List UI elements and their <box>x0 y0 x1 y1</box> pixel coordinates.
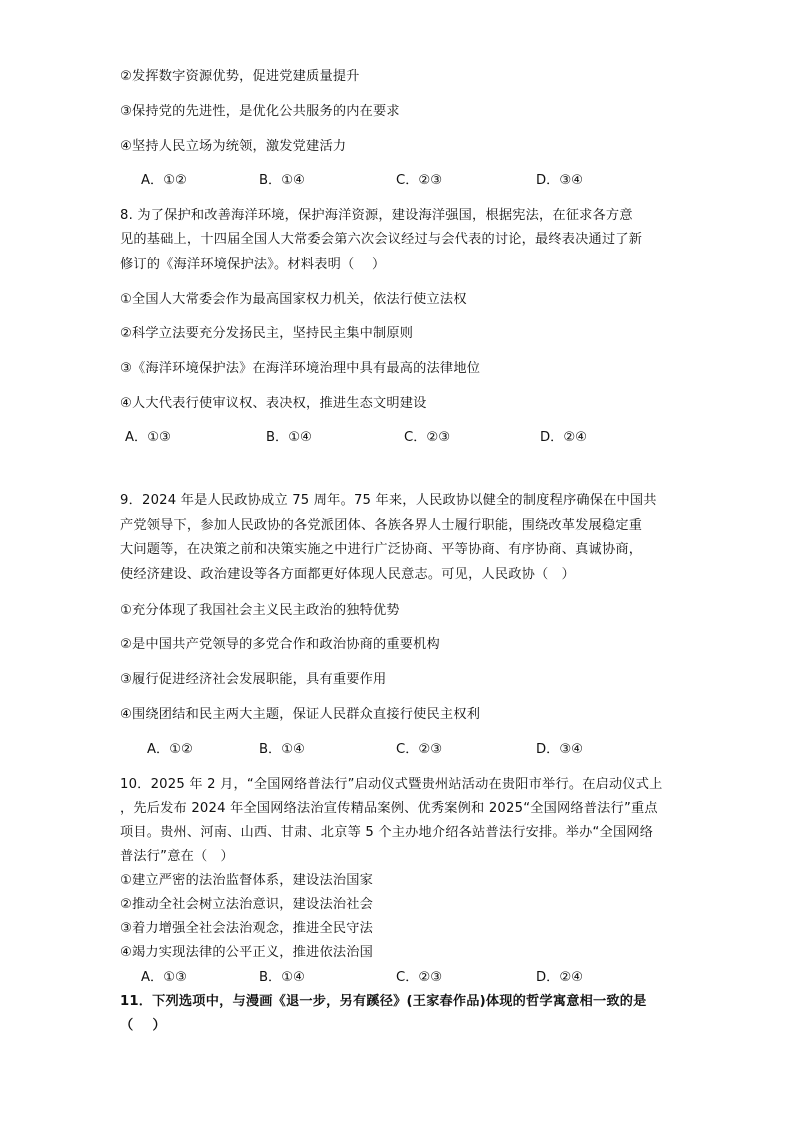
q10-option-a[interactable]: A．①③ <box>141 970 187 985</box>
q8-option-b[interactable]: B．①④ <box>266 430 312 445</box>
q11-stem-line-2: （ ） <box>120 1018 166 1033</box>
q8-statement-2: ②科学立法要充分发扬民主，坚持民主集中制原则 <box>120 326 414 341</box>
q8-stem-line-1: 8. 为了保护和改善海洋环境，保护海洋资源，建设海洋强国，根据宪法，在征求各方意 <box>120 208 633 223</box>
q10-statement-2: ②推动全社会树立法治意识，建设法治社会 <box>120 897 373 912</box>
q10-statement-1: ①建立严密的法治监督体系，建设法治国家 <box>120 873 373 888</box>
q7-option-b[interactable]: B．①④ <box>259 173 305 188</box>
q7-option-c[interactable]: C．②③ <box>396 173 443 188</box>
q10-option-d[interactable]: D．②④ <box>536 970 583 985</box>
q7-statement-3: ③保持党的先进性，是优化公共服务的内在要求 <box>120 104 400 119</box>
q9-stem-line-2: 产党领导下，参加人民政协的各党派团体、各族各界人士履行职能，围绕改革发展稳定重 <box>120 518 643 533</box>
q7-options <box>0 172 793 190</box>
q8-statement-3: ③《海洋环境保护法》在海洋环境治理中具有最高的法律地位 <box>120 361 481 376</box>
q8-statement-4: ④人大代表行使审议权、表决权，推进生态文明建设 <box>120 396 427 411</box>
q8-stem-line-3: 修订的《海洋环境保护法》。材料表明（ ） <box>120 257 386 272</box>
q7-option-a[interactable]: A．①② <box>141 173 187 188</box>
q9-options <box>0 741 793 759</box>
q9-statement-4: ④围绕团结和民主两大主题，保证人民群众直接行使民主权利 <box>120 707 481 722</box>
q7-statement-4: ④坚持人民立场为统领，激发党建活力 <box>120 139 347 154</box>
q8-statement-1: ①全国人大常委会作为最高国家权力机关，依法行使立法权 <box>120 292 467 307</box>
q10-options <box>0 969 793 987</box>
q10-stem-line-4: 普法行”意在（ ） <box>120 849 234 864</box>
q8-options <box>0 429 793 447</box>
q8-stem-line-2: 见的基础上，十四届全国人大常委会第六次会议经过与会代表的讨论，最终表决通过了新 <box>120 232 643 247</box>
q10-statement-3: ③着力增强全社会法治观念，推进全民守法 <box>120 921 373 936</box>
q9-statement-2: ②是中国共产党领导的多党合作和政治协商的重要机构 <box>120 637 440 652</box>
q10-option-c[interactable]: C．②③ <box>396 970 443 985</box>
q8-option-a[interactable]: A．①③ <box>125 430 171 445</box>
q9-statement-3: ③履行促进经济社会发展职能，具有重要作用 <box>120 672 387 687</box>
q9-stem-line-1: 9．2024 年是人民政协成立 75 周年。75 年来，人民政协以健全的制度程序确保在中国共 <box>120 493 657 508</box>
q7-statement-2: ②发挥数字资源优势，促进党建质量提升 <box>120 69 360 84</box>
q9-stem-line-3: 大问题等，在决策之前和决策实施之中进行广泛协商、平等协商、有序协商、真诚协商， <box>120 542 643 557</box>
q8-option-d[interactable]: D．②④ <box>540 430 587 445</box>
q9-statement-1: ①充分体现了我国社会主义民主政治的独特优势 <box>120 603 400 618</box>
q8-option-c[interactable]: C．②③ <box>404 430 451 445</box>
q9-option-d[interactable]: D．③④ <box>536 742 583 757</box>
q10-stem-line-1: 10．2025 年 2 月，“全国网络普法行”启动仪式暨贵州站活动在贵阳市举行。在启动仪式上 <box>120 777 663 792</box>
q9-option-b[interactable]: B．①④ <box>259 742 305 757</box>
q9-stem-line-4: 使经济建设、政治建设等各方面都更好体现人民意志。可见，人民政协（ ） <box>120 567 575 582</box>
q9-option-c[interactable]: C．②③ <box>396 742 443 757</box>
q9-option-a[interactable]: A．①② <box>147 742 193 757</box>
q10-option-b[interactable]: B．①④ <box>259 970 305 985</box>
q10-statement-4: ④竭力实现法律的公平正义，推进依法治国 <box>120 945 373 960</box>
q10-stem-line-3: 项目。贵州、河南、山西、甘肃、北京等 5 个主办地介绍各站普法行安排。举办“全国网络 <box>120 825 654 840</box>
q11-stem-line-1: 11．下列选项中，与漫画《退一步，另有蹊径》(王家春作品)体现的哲学寓意相一致的是 <box>120 994 647 1009</box>
q7-option-d[interactable]: D．③④ <box>536 173 583 188</box>
q10-stem-line-2: ，先后发布 2024 年全国网络法治宣传精品案例、优秀案例和 2025“全国网络普法行”重点 <box>120 801 658 816</box>
